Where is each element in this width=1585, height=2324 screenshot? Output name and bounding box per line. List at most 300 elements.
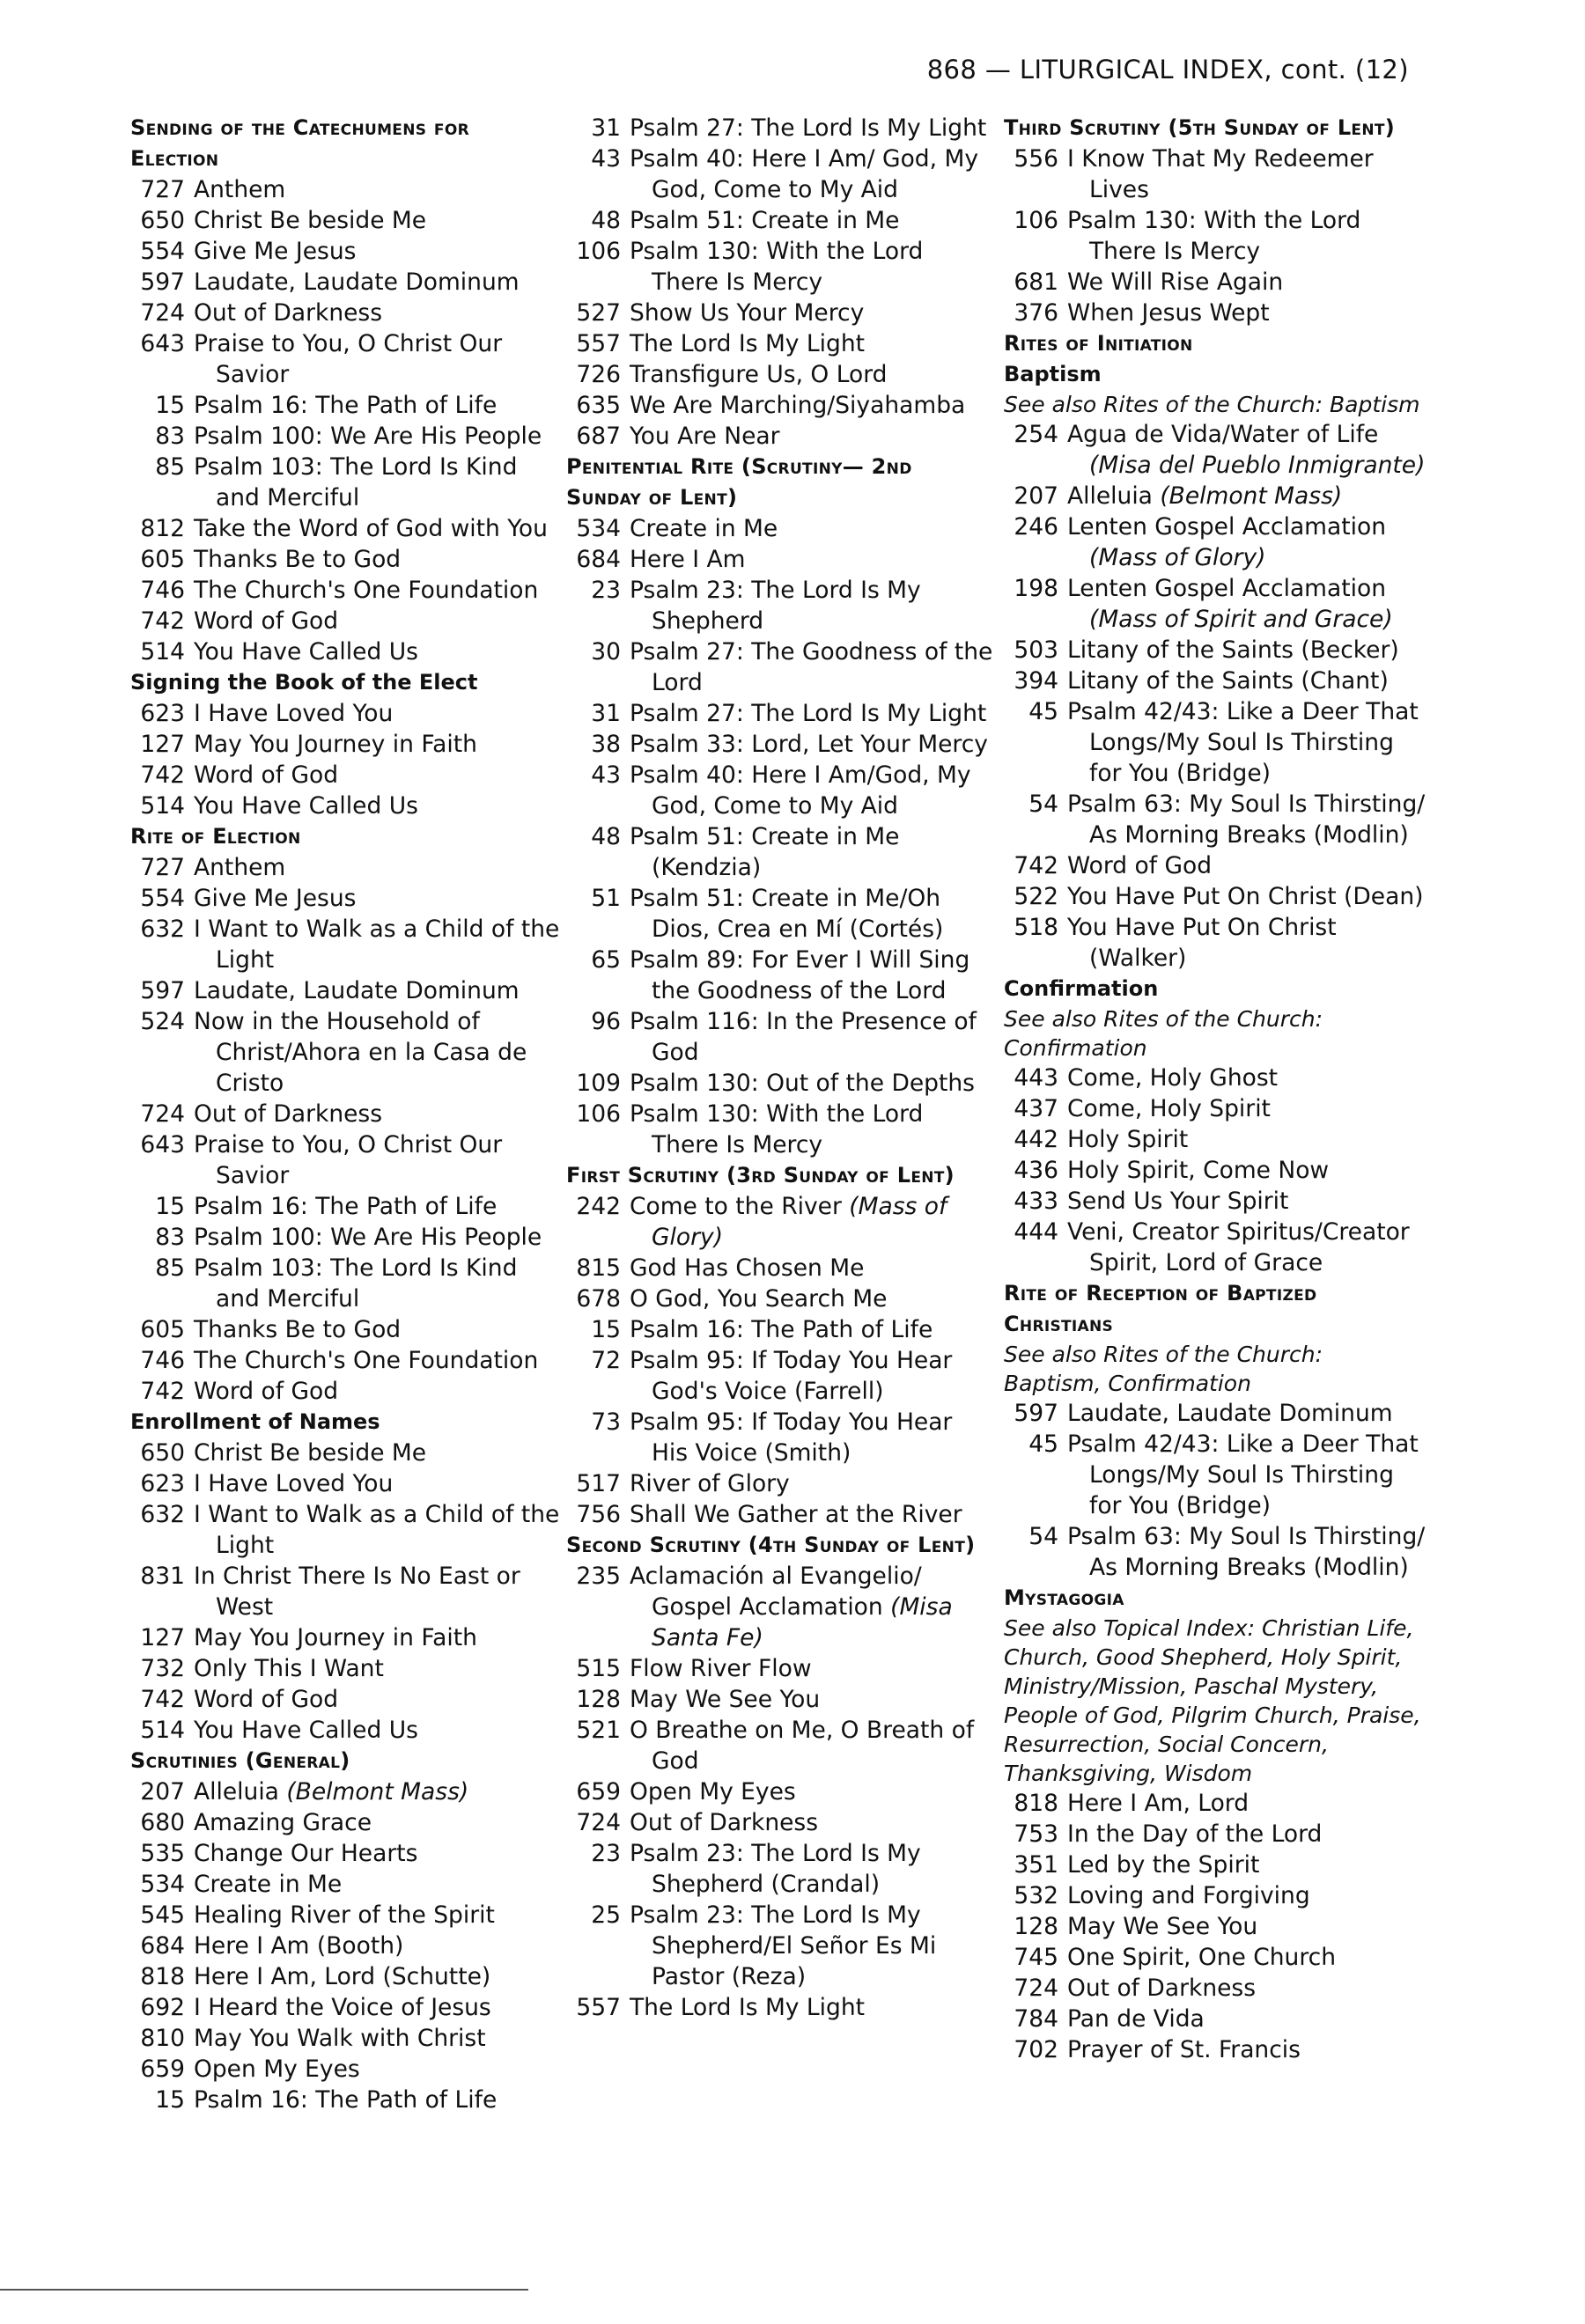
hymn-number: 726 xyxy=(576,361,621,388)
hymn-title: Here I Am xyxy=(630,546,746,573)
hymn-number: 522 xyxy=(1014,883,1058,910)
hymn-title: Psalm 33: Lord, Let Your Mercy xyxy=(630,731,988,758)
section-heading: Mystagogia xyxy=(1004,1585,1124,1610)
index-entry xyxy=(1004,1217,1426,1278)
index-entry xyxy=(130,298,562,328)
hymn-number: 643 xyxy=(140,1131,185,1158)
hymn-title: Psalm 100: We Are His People xyxy=(194,1224,542,1251)
hymn-number: 724 xyxy=(140,299,185,327)
hymn-title: Holy Spirit xyxy=(1067,1126,1189,1153)
hymn-title: Psalm 40: Here I Am/ God, My God, Come to My Aid xyxy=(630,145,978,203)
hymn-number: 659 xyxy=(576,1778,621,1806)
hymn-title: I Heard the Voice of Jesus xyxy=(194,1994,491,2021)
hymn-title: Out of Darkness xyxy=(194,299,383,327)
hymn-number: 433 xyxy=(1014,1188,1058,1215)
hymn-title: Psalm 63: My Soul Is Thirsting/ As Morning Breaks (Modlin) xyxy=(1067,1523,1426,1581)
index-entry xyxy=(130,1345,562,1376)
hymn-title: Holy Spirit, Come Now xyxy=(1067,1157,1330,1184)
hymn-title: Christ Be beside Me xyxy=(194,207,427,234)
hymn-number: 643 xyxy=(140,330,185,357)
see-also-note: See also Rites of the Church: Baptism xyxy=(1004,392,1420,417)
hymn-number: 680 xyxy=(140,1809,185,1836)
index-entry xyxy=(1004,2034,1426,2065)
hymn-number: 732 xyxy=(140,1655,185,1682)
hymn-title: Give Me Jesus xyxy=(194,238,357,265)
index-entry xyxy=(1004,481,1426,511)
hymn-number: 31 xyxy=(591,114,621,142)
hymn-title: May You Walk with Christ xyxy=(194,2025,486,2052)
index-entry xyxy=(566,760,993,821)
hymn-title: Psalm 27: The Lord Is My Light xyxy=(630,700,987,727)
hymn-number: 15 xyxy=(155,2086,185,2114)
hymn-source: (Mass of Spirit and Grace) xyxy=(1089,606,1393,633)
hymn-title: I Know That My Redeemer Lives xyxy=(1067,145,1374,203)
index-entry xyxy=(566,883,993,945)
hymn-number: 545 xyxy=(140,1901,185,1929)
hymn-number: 554 xyxy=(140,885,185,912)
index-entry xyxy=(1004,666,1426,696)
section-heading: Third Scrutiny (5th Sunday of Lent) xyxy=(1004,115,1396,140)
index-entry xyxy=(130,883,562,914)
hymn-title: Led by the Spirit xyxy=(1067,1851,1260,1879)
index-entry xyxy=(130,1900,562,1931)
index-entry xyxy=(130,606,562,636)
index-entry xyxy=(130,544,562,575)
hymn-title: You Have Called Us xyxy=(194,638,418,666)
hymn-source: (Belmont Mass) xyxy=(1160,482,1343,510)
hymn-number: 524 xyxy=(140,1008,185,1035)
index-entry xyxy=(130,1561,562,1622)
section-heading: Rite of Election xyxy=(130,824,301,849)
index-entry xyxy=(130,2085,562,2115)
index-entry xyxy=(1004,1880,1426,1911)
index-entry xyxy=(1004,1850,1426,1880)
hymn-title: Psalm 16: The Path of Life xyxy=(630,1316,933,1343)
hymn-title: Psalm 42/43: Like a Deer That Longs/My Soul Is Thirsting for You (Bridge) xyxy=(1067,1430,1419,1519)
hymn-number: 23 xyxy=(591,1840,621,1867)
hymn-title: Litany of the Saints (Chant) xyxy=(1067,667,1389,695)
hymn-number: 650 xyxy=(140,207,185,234)
index-entry xyxy=(130,174,562,205)
hymn-title: Psalm 23: The Lord Is My Shepherd/El Señor Es Mi Pastor (Reza) xyxy=(630,1901,937,1990)
hymn-number: 742 xyxy=(140,761,185,789)
hymn-title: Show Us Your Mercy xyxy=(630,299,865,327)
hymn-number: 106 xyxy=(1014,207,1058,234)
hymn-title: You Have Called Us xyxy=(194,792,418,820)
index-entry xyxy=(130,1931,562,1961)
section-heading: Penitential Rite (Scrutiny— 2nd Sunday of Lent) xyxy=(566,454,912,510)
hymn-title: The Church's One Foundation xyxy=(194,577,539,604)
hymn-number: 756 xyxy=(576,1501,621,1528)
hymn-title: Word of God xyxy=(1067,852,1213,879)
hymn-title: Psalm 23: The Lord Is My Shepherd (Crandal) xyxy=(630,1840,921,1898)
index-entry xyxy=(130,914,562,975)
section-heading: Sending of the Catechumens for Election xyxy=(130,115,469,171)
hymn-number: 83 xyxy=(155,1224,185,1251)
hymn-title: I Want to Walk as a Child of the Light xyxy=(194,916,560,974)
index-entry xyxy=(1004,1186,1426,1217)
hymn-number: 597 xyxy=(1014,1400,1058,1427)
hymn-title: You Have Called Us xyxy=(194,1717,418,1744)
hymn-number: 742 xyxy=(140,1378,185,1405)
hymn-number: 207 xyxy=(140,1778,185,1806)
hymn-number: 38 xyxy=(591,731,621,758)
index-entry xyxy=(1004,850,1426,881)
hymn-number: 518 xyxy=(1014,914,1058,941)
hymn-title: Psalm 16: The Path of Life xyxy=(194,1193,498,1220)
hymn-title: Create in Me xyxy=(630,515,778,542)
index-entry xyxy=(1004,1788,1426,1819)
hymn-number: 532 xyxy=(1014,1882,1058,1909)
hymn-number: 436 xyxy=(1014,1157,1058,1184)
index-entry xyxy=(130,2023,562,2054)
hymn-title: Change Our Hearts xyxy=(194,1840,418,1867)
index-entry xyxy=(566,1499,993,1530)
hymn-number: 831 xyxy=(140,1563,185,1590)
hymn-number: 517 xyxy=(576,1470,621,1497)
hymn-title: Psalm 63: My Soul Is Thirsting/ As Morning Breaks (Modlin) xyxy=(1067,791,1426,849)
hymn-title: Thanks Be to God xyxy=(194,546,402,573)
hymn-title: Only This I Want xyxy=(194,1655,384,1682)
index-entry xyxy=(1004,205,1426,267)
hymn-number: 15 xyxy=(591,1316,621,1343)
hymn-number: 444 xyxy=(1014,1218,1058,1246)
hymn-title: Word of God xyxy=(194,1686,339,1713)
index-entry xyxy=(1004,419,1426,481)
hymn-number: 724 xyxy=(1014,1975,1058,2002)
hymn-number: 514 xyxy=(140,1717,185,1744)
index-entry xyxy=(566,421,993,452)
index-entry xyxy=(130,1499,562,1561)
hymn-number: 54 xyxy=(1028,791,1058,818)
index-entry xyxy=(1004,1942,1426,1973)
hymn-number: 742 xyxy=(140,1686,185,1713)
hymn-number: 597 xyxy=(140,268,185,296)
hymn-number: 746 xyxy=(140,1347,185,1374)
hymn-title: Psalm 103: The Lord Is Kind and Merciful xyxy=(194,453,518,511)
hymn-title: When Jesus Wept xyxy=(1067,299,1270,327)
index-entry xyxy=(130,513,562,544)
hymn-number: 684 xyxy=(140,1932,185,1960)
hymn-title: Psalm 16: The Path of Life xyxy=(194,392,498,419)
index-entry xyxy=(1004,696,1426,789)
hymn-number: 242 xyxy=(576,1193,621,1220)
hymn-title: Amazing Grace xyxy=(194,1809,372,1836)
hymn-number: 106 xyxy=(576,1100,621,1128)
index-entry xyxy=(1004,1973,1426,2004)
index-entry xyxy=(566,1006,993,1068)
hymn-title: Lenten Gospel Acclamation (Mass of Spirit and Grace) xyxy=(1067,575,1393,633)
hymn-title: I Want to Walk as a Child of the Light xyxy=(194,1501,560,1559)
hymn-title: Shall We Gather at the River xyxy=(630,1501,962,1528)
hymn-title: Psalm 103: The Lord Is Kind and Merciful xyxy=(194,1254,518,1313)
index-entry xyxy=(566,729,993,760)
hymn-number: 623 xyxy=(140,1470,185,1497)
index-entry xyxy=(566,821,993,883)
section-heading: Rite of Reception of Baptized Christians xyxy=(1004,1281,1317,1336)
index-entry xyxy=(566,1099,993,1160)
hymn-number: 818 xyxy=(140,1963,185,1990)
index-entry xyxy=(566,298,993,328)
hymn-number: 727 xyxy=(140,854,185,881)
index-entry xyxy=(130,452,562,513)
hymn-number: 351 xyxy=(1014,1851,1058,1879)
hymn-title: Psalm 42/43: Like a Deer That Longs/My Soul Is Thirsting for You (Bridge) xyxy=(1067,698,1419,787)
hymn-number: 742 xyxy=(1014,852,1058,879)
index-entry xyxy=(1004,912,1426,974)
hymn-title: Psalm 40: Here I Am/God, My God, Come to My Aid xyxy=(630,761,971,820)
hymn-source: (Mass of Glory) xyxy=(652,1193,947,1251)
index-entry xyxy=(566,1068,993,1099)
index-entry xyxy=(566,1992,993,2023)
index-entry xyxy=(566,513,993,544)
index-entry xyxy=(130,1222,562,1253)
hymn-number: 514 xyxy=(140,792,185,820)
index-entry xyxy=(566,328,993,359)
hymn-title: Laudate, Laudate Dominum xyxy=(194,268,520,296)
hymn-number: 623 xyxy=(140,700,185,727)
hymn-number: 128 xyxy=(576,1686,621,1713)
index-entry xyxy=(1004,573,1426,635)
hymn-title: Give Me Jesus xyxy=(194,885,357,912)
hymn-number: 635 xyxy=(576,392,621,419)
index-entry xyxy=(130,1776,562,1807)
index-entry xyxy=(566,1684,993,1715)
index-entry xyxy=(566,205,993,236)
hymn-title: Praise to You, O Christ Our Savior xyxy=(194,330,503,388)
index-entry xyxy=(566,390,993,421)
index-entry xyxy=(130,2054,562,2085)
hymn-number: 30 xyxy=(591,638,621,666)
index-entry xyxy=(566,1314,993,1345)
hymn-title: Take the Word of God with You xyxy=(194,515,548,542)
hymn-title: May We See You xyxy=(630,1686,821,1713)
index-entry xyxy=(130,729,562,760)
index-entry xyxy=(566,113,993,143)
index-entry xyxy=(130,1129,562,1191)
hymn-title: Word of God xyxy=(194,1378,339,1405)
section-heading: Rites of Initiation xyxy=(1004,331,1193,356)
hymn-number: 514 xyxy=(140,638,185,666)
index-entry xyxy=(130,575,562,606)
hymn-number: 48 xyxy=(591,823,621,850)
index-entry xyxy=(130,1992,562,2023)
index-column-2 xyxy=(566,113,993,2023)
hymn-title: Out of Darkness xyxy=(194,1100,383,1128)
hymn-number: 724 xyxy=(576,1809,621,1836)
hymn-number: 687 xyxy=(576,423,621,450)
hymn-number: 85 xyxy=(155,1254,185,1282)
hymn-title: Anthem xyxy=(194,854,286,881)
hymn-title: May We See You xyxy=(1067,1913,1258,1940)
index-entry xyxy=(130,1468,562,1499)
index-entry xyxy=(1004,789,1426,850)
hymn-number: 394 xyxy=(1014,667,1058,695)
subsection-heading: Confirmation xyxy=(1004,976,1159,1001)
hymn-title: Send Us Your Spirit xyxy=(1067,1188,1289,1215)
index-entry xyxy=(566,1283,993,1314)
index-entry xyxy=(566,945,993,1006)
index-entry xyxy=(1004,1429,1426,1521)
hymn-title: Laudate, Laudate Dominum xyxy=(194,977,520,1004)
index-entry xyxy=(130,791,562,821)
index-entry xyxy=(1004,1819,1426,1850)
hymn-title: Psalm 130: With the Lord There Is Mercy xyxy=(630,238,924,296)
hymn-source: (Mass of Glory) xyxy=(1089,544,1266,571)
hymn-number: 96 xyxy=(591,1008,621,1035)
index-entry xyxy=(130,1438,562,1468)
hymn-title: Praise to You, O Christ Our Savior xyxy=(194,1131,503,1189)
index-entry xyxy=(130,390,562,421)
hymn-number: 254 xyxy=(1014,421,1058,448)
index-entry xyxy=(1004,298,1426,328)
hymn-title: Open My Eyes xyxy=(630,1778,796,1806)
hymn-number: 753 xyxy=(1014,1820,1058,1848)
hymn-number: 45 xyxy=(1028,1430,1058,1458)
index-entry xyxy=(130,1869,562,1900)
index-entry xyxy=(1004,511,1426,573)
hymn-title: Transfigure Us, O Lord xyxy=(630,361,888,388)
hymn-title: Create in Me xyxy=(194,1871,343,1898)
index-entry xyxy=(566,359,993,390)
hymn-number: 83 xyxy=(155,423,185,450)
index-entry xyxy=(130,1961,562,1992)
section-heading: First Scrutiny (3rd Sunday of Lent) xyxy=(566,1163,955,1188)
index-entry xyxy=(566,1191,993,1253)
index-entry xyxy=(130,760,562,791)
hymn-title: Anthem xyxy=(194,176,286,203)
index-entry xyxy=(1004,635,1426,666)
hymn-number: 25 xyxy=(591,1901,621,1929)
hymn-number: 51 xyxy=(591,885,621,912)
hymn-title: Alleluia (Belmont Mass) xyxy=(194,1778,469,1806)
hymn-title: Psalm 130: With the Lord There Is Mercy xyxy=(1067,207,1361,265)
hymn-title: Psalm 16: The Path of Life xyxy=(194,2086,498,2114)
index-entry xyxy=(130,205,562,236)
see-also-note: See also Topical Index: Christian Life, Church, Good Shepherd, Holy Spirit, Ministry/Mission, Paschal Mystery, People of God, Pilgrim Church, Praise, Resurrection, Social Concern, Thanksgiving, Wisdom xyxy=(1004,1615,1421,1786)
index-entry xyxy=(1004,2004,1426,2034)
index-entry xyxy=(566,575,993,636)
hymn-number: 557 xyxy=(576,1994,621,2021)
hymn-number: 73 xyxy=(591,1408,621,1436)
hymn-title: I Have Loved You xyxy=(194,700,394,727)
hymn-number: 812 xyxy=(140,515,185,542)
hymn-number: 521 xyxy=(576,1717,621,1744)
hymn-title: Litany of the Saints (Becker) xyxy=(1067,636,1399,664)
hymn-title: Psalm 130: Out of the Depths xyxy=(630,1070,975,1097)
index-entry xyxy=(130,1191,562,1222)
hymn-title: One Spirit, One Church xyxy=(1067,1944,1337,1971)
hymn-title: Out of Darkness xyxy=(630,1809,819,1836)
hymn-number: 72 xyxy=(591,1347,621,1374)
hymn-number: 515 xyxy=(576,1655,621,1682)
hymn-number: 681 xyxy=(1014,268,1058,296)
hymn-number: 724 xyxy=(140,1100,185,1128)
hymn-number: 535 xyxy=(140,1840,185,1867)
index-entry xyxy=(130,1253,562,1314)
hymn-number: 198 xyxy=(1014,575,1058,602)
hymn-title: River of Glory xyxy=(630,1470,790,1497)
hymn-title: Word of God xyxy=(194,761,339,789)
hymn-number: 684 xyxy=(576,546,621,573)
hymn-title: Agua de Vida/Water of Life (Misa del Pueblo Inmigrante) xyxy=(1067,421,1426,479)
index-entry xyxy=(130,267,562,298)
index-entry xyxy=(130,1653,562,1684)
hymn-number: 605 xyxy=(140,546,185,573)
hymn-title: Psalm 130: With the Lord There Is Mercy xyxy=(630,1100,924,1158)
see-also-note: See also Rites of the Church: Confirmation xyxy=(1004,1006,1323,1061)
hymn-number: 106 xyxy=(576,238,621,265)
index-entry xyxy=(1004,1155,1426,1186)
index-entry xyxy=(566,236,993,298)
hymn-title: Out of Darkness xyxy=(1067,1975,1257,2002)
hymn-title: Psalm 116: In the Presence of God xyxy=(630,1008,977,1066)
hymn-number: 23 xyxy=(591,577,621,604)
hymn-title: Lenten Gospel Acclamation (Mass of Glory) xyxy=(1067,513,1386,571)
hymn-number: 15 xyxy=(155,1193,185,1220)
hymn-title: Here I Am, Lord xyxy=(1067,1790,1250,1817)
index-entry xyxy=(130,852,562,883)
hymn-number: 727 xyxy=(140,176,185,203)
index-entry xyxy=(1004,1911,1426,1942)
hymn-title: I Have Loved You xyxy=(194,1470,394,1497)
hymn-number: 556 xyxy=(1014,145,1058,173)
index-entry xyxy=(1004,1521,1426,1583)
hymn-number: 503 xyxy=(1014,636,1058,664)
hymn-number: 534 xyxy=(140,1871,185,1898)
hymn-number: 128 xyxy=(1014,1913,1058,1940)
hymn-title: O God, You Search Me xyxy=(630,1285,888,1313)
subsection-heading: Signing the Book of the Elect xyxy=(130,670,478,695)
index-entry xyxy=(130,1684,562,1715)
hymn-title: Veni, Creator Spiritus/Creator Spirit, Lord of Grace xyxy=(1067,1218,1410,1276)
index-entry xyxy=(566,1407,993,1468)
index-entry xyxy=(566,1345,993,1407)
hymn-title: O Breathe on Me, O Breath of God xyxy=(630,1717,975,1775)
hymn-title: Aclamación al Evangelio/ Gospel Acclamation (Misa Santa Fe) xyxy=(630,1563,953,1651)
index-entry xyxy=(130,1099,562,1129)
hymn-title: Loving and Forgiving xyxy=(1067,1882,1310,1909)
index-column-1 xyxy=(130,113,562,2115)
hymn-title: Prayer of St. Francis xyxy=(1067,2036,1301,2063)
hymn-number: 443 xyxy=(1014,1064,1058,1092)
hymn-title: Psalm 95: If Today You Hear God's Voice (Farrell) xyxy=(630,1347,953,1405)
hymn-source: (Misa del Pueblo Inmigrante) xyxy=(1089,452,1426,479)
index-entry xyxy=(566,1807,993,1838)
hymn-title: God Has Chosen Me xyxy=(630,1254,865,1282)
index-entry xyxy=(1004,1093,1426,1124)
hymn-number: 85 xyxy=(155,453,185,481)
index-entry xyxy=(130,328,562,390)
index-entry xyxy=(130,236,562,267)
hymn-title: In Christ There Is No East or West xyxy=(194,1563,520,1621)
hymn-title: In the Day of the Lord xyxy=(1067,1820,1323,1848)
hymn-number: 784 xyxy=(1014,2005,1058,2033)
hymn-title: Laudate, Laudate Dominum xyxy=(1067,1400,1393,1427)
hymn-title: Come, Holy Ghost xyxy=(1067,1064,1279,1092)
hymn-title: We Will Rise Again xyxy=(1067,268,1284,296)
hymn-number: 376 xyxy=(1014,299,1058,327)
hymn-title: May You Journey in Faith xyxy=(194,1624,477,1651)
hymn-title: Here I Am, Lord (Schutte) xyxy=(194,1963,491,1990)
index-entry xyxy=(130,421,562,452)
hymn-number: 31 xyxy=(591,700,621,727)
hymn-number: 15 xyxy=(155,392,185,419)
hymn-title: Open My Eyes xyxy=(194,2056,360,2083)
hymn-number: 442 xyxy=(1014,1126,1058,1153)
section-heading: Second Scrutiny (4th Sunday of Lent) xyxy=(566,1533,976,1557)
index-entry xyxy=(130,975,562,1006)
